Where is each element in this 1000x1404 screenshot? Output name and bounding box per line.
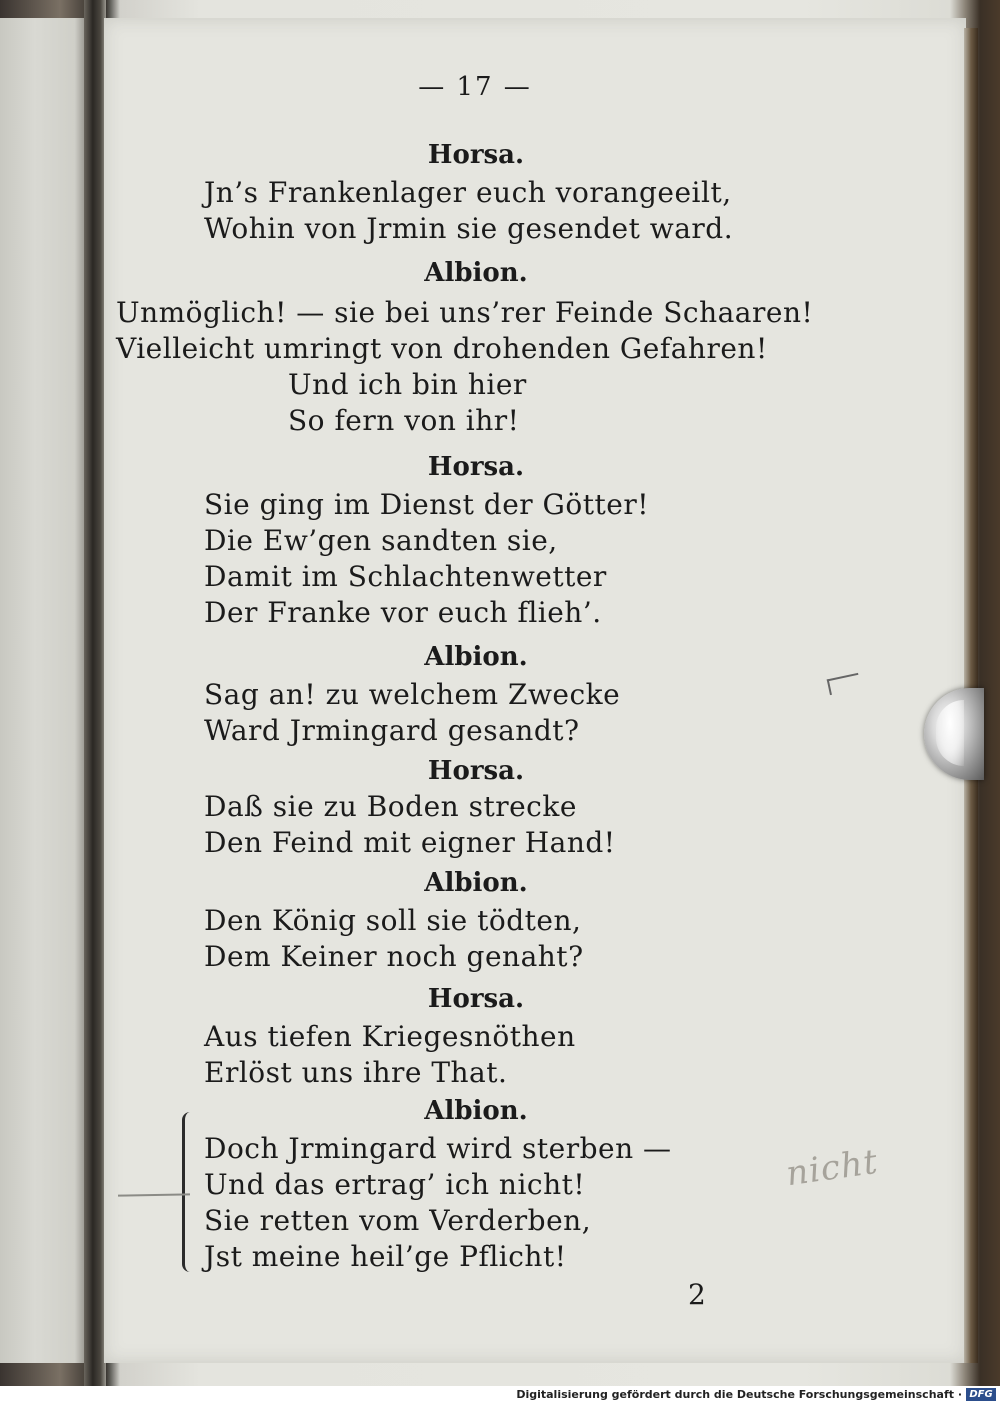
- verse-line: Sie ging im Dienst der Götter!: [204, 488, 649, 521]
- verse-line: Den König soll sie tödten,: [204, 904, 582, 937]
- verse-line: Den Feind mit eigner Hand!: [204, 826, 616, 859]
- footer-bar: [0, 1386, 1000, 1404]
- speaker-name: Albion.: [424, 258, 528, 288]
- speaker-name: Horsa.: [427, 140, 525, 170]
- verse-line: Doch Jrmingard wird sterben —: [204, 1132, 672, 1165]
- verse-line: Vielleicht umringt von drohenden Gefahren!: [116, 332, 768, 365]
- handwritten-note: nicht: [783, 1141, 881, 1195]
- speaker-name: Albion.: [424, 868, 528, 898]
- speaker-name: Horsa.: [427, 756, 525, 786]
- speaker-name: Albion.: [424, 642, 528, 672]
- verse-line: Dem Keiner noch genaht?: [204, 940, 584, 973]
- verse-line: Wohin von Jrmin sie gesendet ward.: [204, 212, 734, 245]
- verse-line: Die Ew’gen sandten sie,: [204, 524, 558, 557]
- dfg-logo: DFG: [966, 1388, 996, 1401]
- verse-line: Sie retten vom Verderben,: [204, 1204, 592, 1237]
- verse-line: Erlöst uns ihre That.: [204, 1056, 508, 1089]
- pencil-bracket: [182, 1112, 195, 1272]
- verse-line: Jn’s Frankenlager euch vorangeeilt,: [204, 176, 732, 209]
- speaker-name: Horsa.: [427, 984, 525, 1014]
- page-number: — 17 —: [418, 72, 532, 102]
- verse-line: Damit im Schlachtenwetter: [204, 560, 607, 593]
- verse-line: Sag an! zu welchem Zwecke: [204, 678, 621, 711]
- verse-line: Daß sie zu Boden strecke: [204, 790, 577, 823]
- verse-line: So fern von ihr!: [288, 404, 520, 437]
- verse-line: Jst meine heil’ge Pflicht!: [204, 1240, 567, 1273]
- verse-line: Ward Jrmingard gesandt?: [204, 714, 580, 747]
- verse-line: Aus tiefen Kriegesnöthen: [204, 1020, 576, 1053]
- signature-number: 2: [688, 1278, 706, 1311]
- verse-line: Unmöglich! — sie bei uns’rer Feinde Schaaren!: [116, 296, 814, 329]
- speaker-name: Horsa.: [427, 452, 525, 482]
- verse-line: Und das ertrag’ ich nicht!: [204, 1168, 586, 1201]
- facing-page: [0, 18, 88, 1363]
- speaker-name: Albion.: [424, 1096, 528, 1126]
- funding-credit: Digitalisierung gefördert durch die Deutsche Forschungsgemeinschaft ·: [516, 1388, 962, 1401]
- verse-line: Der Franke vor euch flieh’.: [204, 596, 602, 629]
- book-gutter: [84, 0, 106, 1386]
- verse-line: Und ich bin hier: [288, 368, 527, 401]
